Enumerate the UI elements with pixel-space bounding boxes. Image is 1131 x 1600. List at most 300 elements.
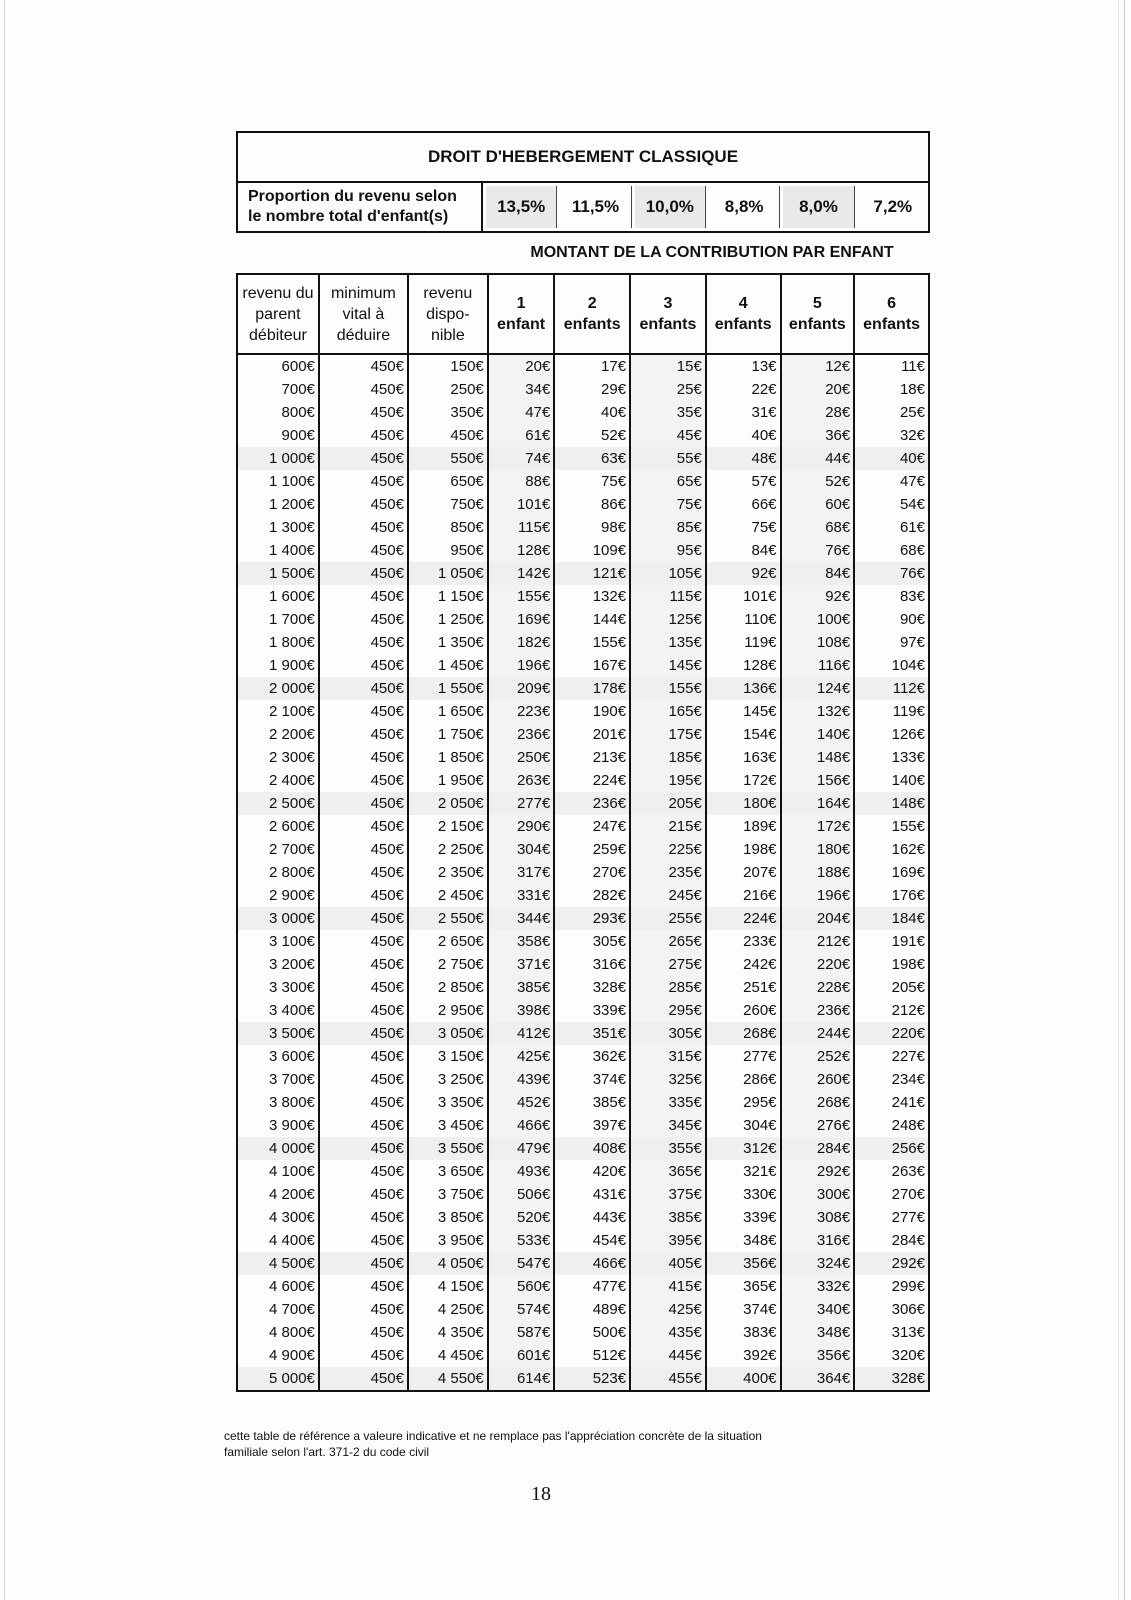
table-cell: 3 100€ xyxy=(237,930,319,953)
table-cell: 371€ xyxy=(488,953,555,976)
table-row xyxy=(237,378,929,401)
table-cell: 225€ xyxy=(630,838,706,861)
header-6-enfants xyxy=(854,274,929,354)
table-cell: 124€ xyxy=(781,677,855,700)
table-cell: 4 600€ xyxy=(237,1275,319,1298)
table-cell: 76€ xyxy=(854,562,929,585)
table-cell: 3 600€ xyxy=(237,1045,319,1068)
table-cell: 950€ xyxy=(408,539,488,562)
table-cell: 412€ xyxy=(488,1022,555,1045)
table-cell: 213€ xyxy=(554,746,630,769)
table-cell: 223€ xyxy=(488,700,555,723)
table-cell: 452€ xyxy=(488,1091,555,1114)
table-cell: 306€ xyxy=(854,1298,929,1321)
table-row xyxy=(237,677,929,700)
table-cell: 76€ xyxy=(781,539,855,562)
table-cell: 235€ xyxy=(630,861,706,884)
table-cell: 3 900€ xyxy=(237,1114,319,1137)
table-cell: 154€ xyxy=(706,723,781,746)
table-cell: 4 800€ xyxy=(237,1321,319,1344)
table-cell: 256€ xyxy=(854,1137,929,1160)
table-cell: 4 700€ xyxy=(237,1298,319,1321)
table-row xyxy=(237,1068,929,1091)
table-cell: 900€ xyxy=(237,424,319,447)
table-cell: 330€ xyxy=(706,1183,781,1206)
table-cell: 169€ xyxy=(854,861,929,884)
table-cell: 88€ xyxy=(488,470,555,493)
table-row xyxy=(237,585,929,608)
table-cell: 1 750€ xyxy=(408,723,488,746)
table-cell: 2 400€ xyxy=(237,769,319,792)
table-cell: 105€ xyxy=(630,562,706,585)
table-cell: 184€ xyxy=(854,907,929,930)
table-cell: 500€ xyxy=(554,1321,630,1344)
table-cell: 182€ xyxy=(488,631,555,654)
table-cell: 450€ xyxy=(319,1022,408,1045)
proportion-row xyxy=(236,183,930,233)
proportion-label-line2: le nombre total d'enfant(s) xyxy=(248,208,449,225)
header-minimum-vital xyxy=(319,274,408,354)
table-cell: 1 700€ xyxy=(237,608,319,631)
table-cell: 34€ xyxy=(488,378,555,401)
table-cell: 385€ xyxy=(630,1206,706,1229)
table-cell: 1 200€ xyxy=(237,493,319,516)
header-kid-label: enfants xyxy=(863,316,921,333)
header-1-enfant xyxy=(488,274,555,354)
table-cell: 339€ xyxy=(706,1206,781,1229)
table-row xyxy=(237,1298,929,1321)
table-cell: 700€ xyxy=(237,378,319,401)
table-cell: 84€ xyxy=(706,539,781,562)
table-row xyxy=(237,884,929,907)
table-cell: 245€ xyxy=(630,884,706,907)
table-cell: 450€ xyxy=(319,631,408,654)
table-cell: 3 750€ xyxy=(408,1183,488,1206)
table-cell: 66€ xyxy=(706,493,781,516)
table-cell: 328€ xyxy=(854,1367,929,1391)
table-cell: 355€ xyxy=(630,1137,706,1160)
table-cell: 3 050€ xyxy=(408,1022,488,1045)
table-cell: 204€ xyxy=(781,907,855,930)
table-row xyxy=(237,1344,929,1367)
table-row xyxy=(237,1183,929,1206)
table-cell: 1 950€ xyxy=(408,769,488,792)
table-cell: 270€ xyxy=(554,861,630,884)
table-cell: 156€ xyxy=(781,769,855,792)
table-cell: 385€ xyxy=(488,976,555,999)
table-cell: 450€ xyxy=(319,654,408,677)
table-cell: 450€ xyxy=(319,516,408,539)
table-cell: 119€ xyxy=(854,700,929,723)
table-row xyxy=(237,815,929,838)
table-row xyxy=(237,539,929,562)
table-cell: 395€ xyxy=(630,1229,706,1252)
table-cell: 227€ xyxy=(854,1045,929,1068)
table-cell: 2 300€ xyxy=(237,746,319,769)
table-cell: 520€ xyxy=(488,1206,555,1229)
table-row xyxy=(237,470,929,493)
table-cell: 92€ xyxy=(706,562,781,585)
table-cell: 750€ xyxy=(408,493,488,516)
header-line: vital à xyxy=(342,305,385,323)
table-cell: 1 450€ xyxy=(408,654,488,677)
contribution-table-frame xyxy=(236,131,930,1392)
table-cell: 300€ xyxy=(781,1183,855,1206)
table-cell: 321€ xyxy=(706,1160,781,1183)
table-cell: 133€ xyxy=(854,746,929,769)
header-line: nible xyxy=(430,326,465,344)
table-cell: 4 450€ xyxy=(408,1344,488,1367)
table-cell: 506€ xyxy=(488,1183,555,1206)
table-row xyxy=(237,447,929,470)
table-cell: 2 850€ xyxy=(408,976,488,999)
table-cell: 1 250€ xyxy=(408,608,488,631)
table-cell: 85€ xyxy=(630,516,706,539)
table-cell: 172€ xyxy=(781,815,855,838)
table-cell: 332€ xyxy=(781,1275,855,1298)
table-cell: 443€ xyxy=(554,1206,630,1229)
table-cell: 365€ xyxy=(630,1160,706,1183)
table-cell: 4 200€ xyxy=(237,1183,319,1206)
table-cell: 100€ xyxy=(781,608,855,631)
table-cell: 236€ xyxy=(781,999,855,1022)
table-cell: 155€ xyxy=(554,631,630,654)
header-5-enfants xyxy=(781,274,855,354)
table-cell: 292€ xyxy=(781,1160,855,1183)
table-cell: 450€ xyxy=(319,1229,408,1252)
table-cell: 20€ xyxy=(488,354,555,378)
table-cell: 450€ xyxy=(319,1321,408,1344)
table-cell: 435€ xyxy=(630,1321,706,1344)
table-cell: 126€ xyxy=(854,723,929,746)
table-row xyxy=(237,700,929,723)
table-cell: 344€ xyxy=(488,907,555,930)
table-cell: 119€ xyxy=(706,631,781,654)
table-row xyxy=(237,424,929,447)
table-cell: 25€ xyxy=(630,378,706,401)
table-cell: 180€ xyxy=(706,792,781,815)
table-cell: 250€ xyxy=(408,378,488,401)
table-cell: 121€ xyxy=(554,562,630,585)
percentage-4-children: 8,8% xyxy=(709,186,780,228)
table-row xyxy=(237,976,929,999)
table-cell: 450€ xyxy=(319,884,408,907)
table-cell: 2 200€ xyxy=(237,723,319,746)
table-cell: 304€ xyxy=(706,1114,781,1137)
table-cell: 86€ xyxy=(554,493,630,516)
header-revenu-disponible xyxy=(408,274,488,354)
table-cell: 101€ xyxy=(706,585,781,608)
table-cell: 445€ xyxy=(630,1344,706,1367)
table-cell: 2 650€ xyxy=(408,930,488,953)
table-cell: 248€ xyxy=(854,1114,929,1137)
header-3-enfants xyxy=(630,274,706,354)
table-cell: 479€ xyxy=(488,1137,555,1160)
percentage-2-children: 11,5% xyxy=(560,186,631,228)
table-cell: 84€ xyxy=(781,562,855,585)
header-kid-number: 2 xyxy=(587,295,597,312)
table-cell: 178€ xyxy=(554,677,630,700)
table-cell: 52€ xyxy=(554,424,630,447)
table-cell: 4 500€ xyxy=(237,1252,319,1275)
table-cell: 295€ xyxy=(706,1091,781,1114)
table-cell: 450€ xyxy=(319,1160,408,1183)
table-cell: 176€ xyxy=(854,884,929,907)
table-cell: 305€ xyxy=(554,930,630,953)
table-cell: 385€ xyxy=(554,1091,630,1114)
table-cell: 247€ xyxy=(554,815,630,838)
table-cell: 196€ xyxy=(488,654,555,677)
header-kid-number: 6 xyxy=(887,295,897,312)
table-cell: 450€ xyxy=(319,470,408,493)
table-cell: 2 800€ xyxy=(237,861,319,884)
table-cell: 3 850€ xyxy=(408,1206,488,1229)
table-cell: 450€ xyxy=(319,424,408,447)
table-cell: 405€ xyxy=(630,1252,706,1275)
table-cell: 191€ xyxy=(854,930,929,953)
table-cell: 216€ xyxy=(706,884,781,907)
table-row xyxy=(237,838,929,861)
table-cell: 47€ xyxy=(488,401,555,424)
table-cell: 523€ xyxy=(554,1367,630,1391)
table-cell: 255€ xyxy=(630,907,706,930)
table-cell: 185€ xyxy=(630,746,706,769)
table-cell: 132€ xyxy=(781,700,855,723)
table-cell: 162€ xyxy=(854,838,929,861)
table-cell: 110€ xyxy=(706,608,781,631)
table-cell: 1 650€ xyxy=(408,700,488,723)
table-row xyxy=(237,493,929,516)
table-cell: 800€ xyxy=(237,401,319,424)
table-cell: 140€ xyxy=(781,723,855,746)
table-cell: 180€ xyxy=(781,838,855,861)
table-cell: 167€ xyxy=(554,654,630,677)
table-cell: 25€ xyxy=(854,401,929,424)
table-cell: 2 000€ xyxy=(237,677,319,700)
table-row xyxy=(237,1114,929,1137)
table-cell: 400€ xyxy=(706,1367,781,1391)
table-row xyxy=(237,1045,929,1068)
table-cell: 331€ xyxy=(488,884,555,907)
table-cell: 234€ xyxy=(854,1068,929,1091)
table-cell: 3 150€ xyxy=(408,1045,488,1068)
table-cell: 265€ xyxy=(630,930,706,953)
table-cell: 75€ xyxy=(630,493,706,516)
table-cell: 3 650€ xyxy=(408,1160,488,1183)
table-cell: 1 050€ xyxy=(408,562,488,585)
table-cell: 215€ xyxy=(630,815,706,838)
table-cell: 277€ xyxy=(854,1206,929,1229)
table-cell: 1 150€ xyxy=(408,585,488,608)
table-cell: 11€ xyxy=(854,354,929,378)
table-cell: 450€ xyxy=(319,838,408,861)
table-cell: 2 250€ xyxy=(408,838,488,861)
table-cell: 315€ xyxy=(630,1045,706,1068)
table-cell: 450€ xyxy=(319,976,408,999)
table-cell: 163€ xyxy=(706,746,781,769)
scan-edge-right-inner xyxy=(1118,0,1119,1600)
table-cell: 450€ xyxy=(319,999,408,1022)
table-body xyxy=(237,354,929,1391)
table-row xyxy=(237,562,929,585)
table-row xyxy=(237,723,929,746)
table-cell: 345€ xyxy=(630,1114,706,1137)
table-row xyxy=(237,1252,929,1275)
table-cell: 450€ xyxy=(319,1344,408,1367)
table-cell: 383€ xyxy=(706,1321,781,1344)
table-cell: 439€ xyxy=(488,1068,555,1091)
table-cell: 374€ xyxy=(554,1068,630,1091)
table-cell: 284€ xyxy=(781,1137,855,1160)
table-cell: 128€ xyxy=(706,654,781,677)
table-cell: 350€ xyxy=(408,401,488,424)
table-row xyxy=(237,608,929,631)
table-cell: 4 100€ xyxy=(237,1160,319,1183)
table-cell: 348€ xyxy=(706,1229,781,1252)
table-cell: 155€ xyxy=(630,677,706,700)
header-4-enfants xyxy=(706,274,781,354)
table-cell: 28€ xyxy=(781,401,855,424)
table-cell: 431€ xyxy=(554,1183,630,1206)
table-cell: 292€ xyxy=(854,1252,929,1275)
table-cell: 40€ xyxy=(706,424,781,447)
table-cell: 270€ xyxy=(854,1183,929,1206)
table-cell: 4 300€ xyxy=(237,1206,319,1229)
table-cell: 375€ xyxy=(630,1183,706,1206)
table-cell: 3 250€ xyxy=(408,1068,488,1091)
table-cell: 348€ xyxy=(781,1321,855,1344)
table-cell: 3 350€ xyxy=(408,1091,488,1114)
percentage-1-child: 13,5% xyxy=(486,186,557,228)
table-cell: 324€ xyxy=(781,1252,855,1275)
table-cell: 45€ xyxy=(630,424,706,447)
table-cell: 316€ xyxy=(554,953,630,976)
table-cell: 317€ xyxy=(488,861,555,884)
table-cell: 98€ xyxy=(554,516,630,539)
table-cell: 2 700€ xyxy=(237,838,319,861)
table-cell: 1 600€ xyxy=(237,585,319,608)
table-cell: 4 350€ xyxy=(408,1321,488,1344)
table-cell: 450€ xyxy=(319,1091,408,1114)
table-cell: 233€ xyxy=(706,930,781,953)
table-cell: 455€ xyxy=(630,1367,706,1391)
header-revenu-parent xyxy=(237,274,319,354)
table-cell: 365€ xyxy=(706,1275,781,1298)
table-cell: 466€ xyxy=(488,1114,555,1137)
table-cell: 48€ xyxy=(706,447,781,470)
table-title: DROIT D'HEBERGEMENT CLASSIQUE xyxy=(236,131,930,183)
table-cell: 1 100€ xyxy=(237,470,319,493)
header-line: revenu du xyxy=(242,284,314,302)
table-cell: 268€ xyxy=(706,1022,781,1045)
table-cell: 325€ xyxy=(630,1068,706,1091)
table-cell: 63€ xyxy=(554,447,630,470)
table-cell: 95€ xyxy=(630,539,706,562)
table-cell: 364€ xyxy=(781,1367,855,1391)
table-row xyxy=(237,631,929,654)
table-cell: 260€ xyxy=(706,999,781,1022)
table-cell: 450€ xyxy=(319,1298,408,1321)
table-cell: 450€ xyxy=(319,1183,408,1206)
percentage-5-children: 8,0% xyxy=(783,186,854,228)
table-cell: 450€ xyxy=(319,723,408,746)
table-cell: 3 300€ xyxy=(237,976,319,999)
table-cell: 454€ xyxy=(554,1229,630,1252)
table-cell: 340€ xyxy=(781,1298,855,1321)
table-cell: 3 700€ xyxy=(237,1068,319,1091)
header-2-enfants xyxy=(554,274,630,354)
table-cell: 83€ xyxy=(854,585,929,608)
table-cell: 313€ xyxy=(854,1321,929,1344)
table-cell: 420€ xyxy=(554,1160,630,1183)
table-cell: 68€ xyxy=(781,516,855,539)
header-kid-label: enfants xyxy=(639,316,697,333)
table-cell: 450€ xyxy=(319,378,408,401)
table-cell: 172€ xyxy=(706,769,781,792)
table-cell: 169€ xyxy=(488,608,555,631)
header-kid-label: enfants xyxy=(788,316,846,333)
table-cell: 32€ xyxy=(854,424,929,447)
table-cell: 145€ xyxy=(706,700,781,723)
table-cell: 164€ xyxy=(781,792,855,815)
header-kid-number: 1 xyxy=(516,295,526,312)
table-cell: 2 750€ xyxy=(408,953,488,976)
table-cell: 560€ xyxy=(488,1275,555,1298)
table-cell: 250€ xyxy=(488,746,555,769)
table-cell: 205€ xyxy=(854,976,929,999)
table-cell: 450€ xyxy=(319,539,408,562)
table-row xyxy=(237,1206,929,1229)
table-row xyxy=(237,953,929,976)
table-cell: 335€ xyxy=(630,1091,706,1114)
table-cell: 290€ xyxy=(488,815,555,838)
table-row xyxy=(237,861,929,884)
table-cell: 36€ xyxy=(781,424,855,447)
table-row xyxy=(237,930,929,953)
table-cell: 101€ xyxy=(488,493,555,516)
table-cell: 312€ xyxy=(706,1137,781,1160)
table-cell: 75€ xyxy=(706,516,781,539)
table-cell: 242€ xyxy=(706,953,781,976)
table-cell: 466€ xyxy=(554,1252,630,1275)
table-cell: 142€ xyxy=(488,562,555,585)
table-cell: 574€ xyxy=(488,1298,555,1321)
table-row xyxy=(237,654,929,677)
table-cell: 251€ xyxy=(706,976,781,999)
table-cell: 285€ xyxy=(630,976,706,999)
table-cell: 1 350€ xyxy=(408,631,488,654)
table-cell: 18€ xyxy=(854,378,929,401)
table-cell: 132€ xyxy=(554,585,630,608)
table-cell: 398€ xyxy=(488,999,555,1022)
table-cell: 31€ xyxy=(706,401,781,424)
table-cell: 165€ xyxy=(630,700,706,723)
table-cell: 3 800€ xyxy=(237,1091,319,1114)
table-cell: 1 900€ xyxy=(237,654,319,677)
table-cell: 244€ xyxy=(781,1022,855,1045)
table-row xyxy=(237,1160,929,1183)
table-cell: 2 900€ xyxy=(237,884,319,907)
table-cell: 268€ xyxy=(781,1091,855,1114)
table-cell: 450€ xyxy=(319,1045,408,1068)
table-row xyxy=(237,1137,929,1160)
table-cell: 136€ xyxy=(706,677,781,700)
table-cell: 450€ xyxy=(319,746,408,769)
table-cell: 450€ xyxy=(319,861,408,884)
table-cell: 2 050€ xyxy=(408,792,488,815)
table-cell: 356€ xyxy=(781,1344,855,1367)
footnote-line2: familiale selon l'art. 371-2 du code civil xyxy=(224,1445,430,1459)
